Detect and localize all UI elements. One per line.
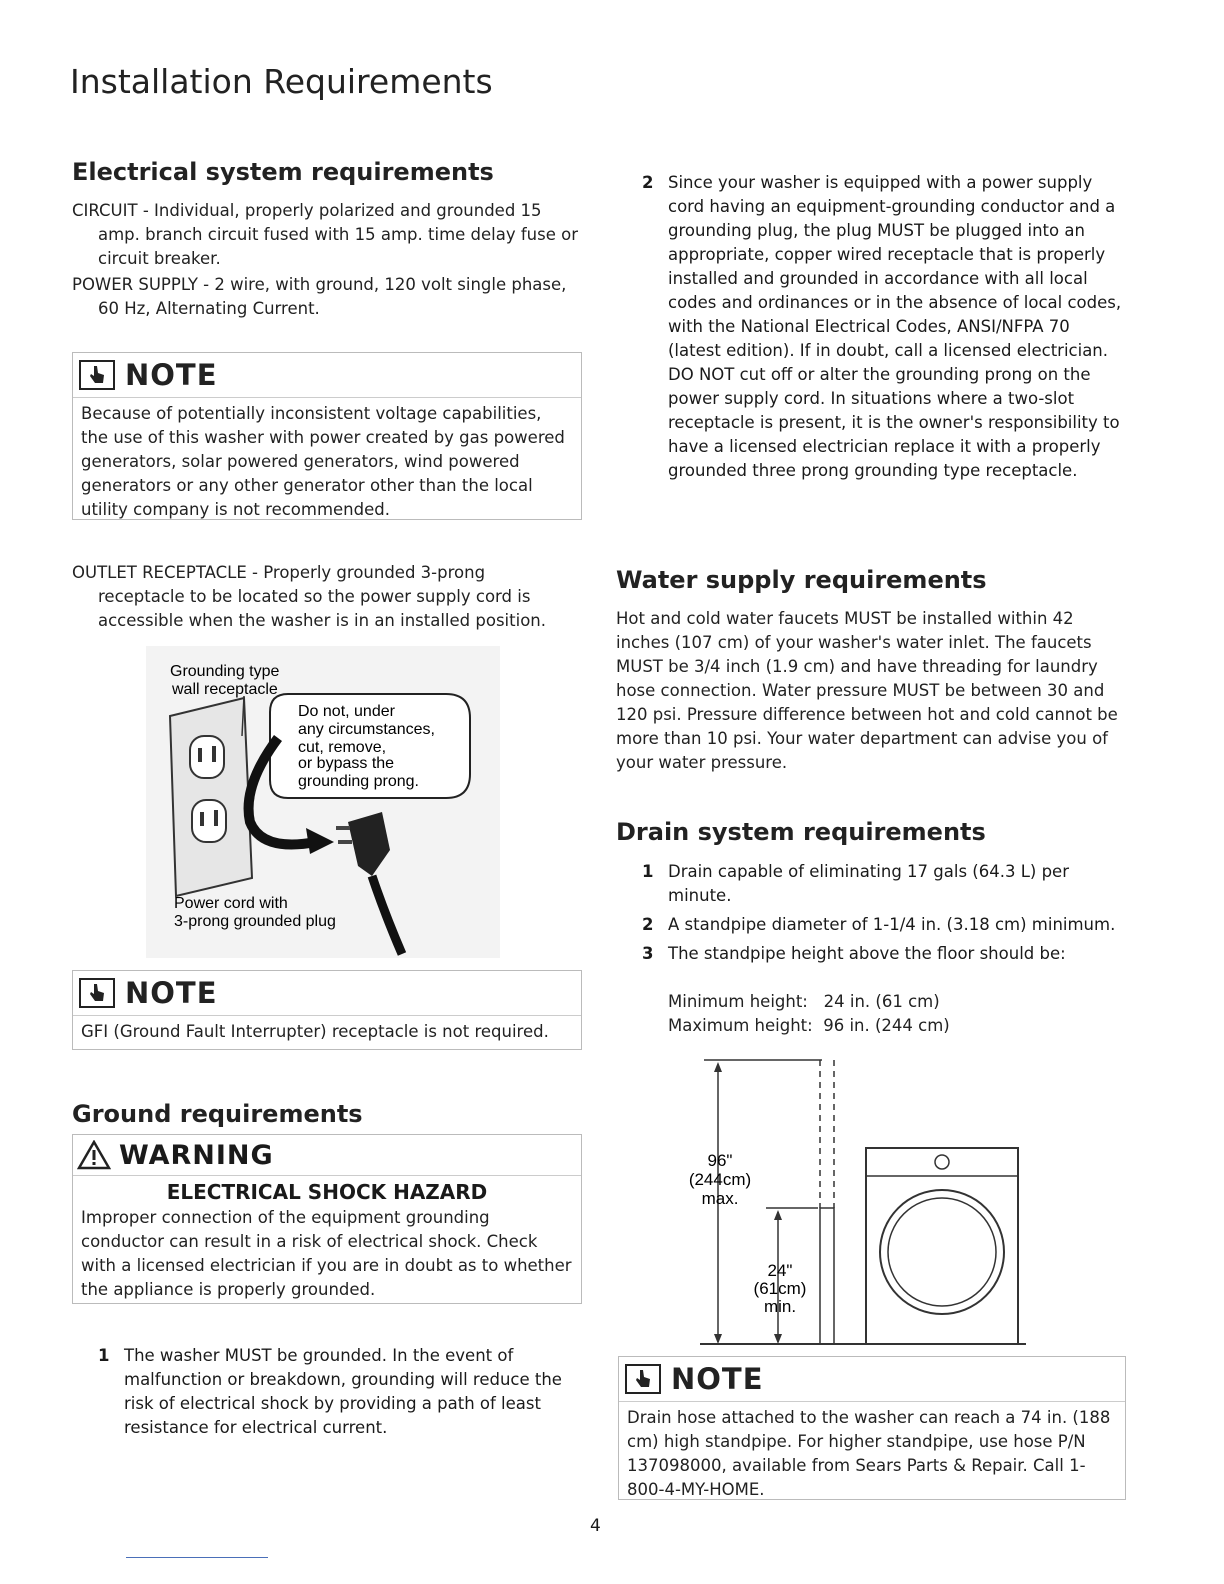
lower-outlet xyxy=(192,800,226,842)
electrical-heading: Electrical system requirements xyxy=(72,158,494,186)
label-receptacle-1: Grounding type xyxy=(170,663,280,680)
note-label: NOTE xyxy=(671,1362,764,1396)
note-label: NOTE xyxy=(125,358,218,392)
page-title: Installation Requirements xyxy=(70,62,493,101)
note-header xyxy=(73,353,581,398)
item-number: 2 xyxy=(642,173,654,192)
note-text: GFI (Ground Fault Interrupter) receptacle is not required. xyxy=(81,1022,549,1041)
pointing-hand-icon xyxy=(79,978,115,1008)
min-height-value: 24 in. (61 cm) xyxy=(823,992,940,1011)
min-label-3: min. xyxy=(763,1297,797,1316)
item-number: 2 xyxy=(642,915,654,934)
standpipe xyxy=(820,1208,834,1344)
power-supply-spec: POWER SUPPLY - 2 wire, with ground, 120 volt single phase, 60 Hz, Alternating Current. xyxy=(72,275,567,318)
item-text: Since your washer is equipped with a power supply cord having an equipment-grounding conductor and a grounding plug, the plug MUST be plugged into an appropriate, copper wired receptacle that is properly installed and grounded in accordance with all local codes and ordinances or in the absence of local codes, with the National Electrical Codes, ANSI/NFPA 70 (latest edition). If in doubt, call a licensed electrician. DO NOT cut off or alter the grounding prong on the power supply cord. In situations where a two-slot receptacle is present, it is the owner's responsibility to have a licensed electrician replace it with a properly grounded three prong grounding type receptacle. xyxy=(668,173,1122,480)
label-cord-1: Power cord with xyxy=(174,895,288,912)
ground-list xyxy=(98,1344,582,1445)
drain-heading: Drain system requirements xyxy=(616,818,986,846)
electrical-specs xyxy=(72,199,584,323)
item-number: 3 xyxy=(642,944,654,963)
note-drain-hose xyxy=(618,1356,1126,1500)
warning-text: Improper connection of the equipment grounding conductor can result in a risk of electrical shock. Check with a licensed electrician if you are in doubt as to whether the appliance is properly grounded. xyxy=(81,1208,572,1299)
circuit-spec: CIRCUIT - Individual, properly polarized and grounded 15 amp. branch circuit fused with 15 amp. time delay fuse or circuit breaker. xyxy=(72,201,579,268)
list-item xyxy=(98,1344,582,1440)
water-heading: Water supply requirements xyxy=(616,566,987,594)
list-item xyxy=(642,171,1126,483)
water-text: Hot and cold water faucets MUST be installed within 42 inches (107 cm) of your washer's water inlet. The faucets MUST be 3/4 inch (1.9 cm) and have threading for laundry hose connection. Water pressure MUST be between 30 and 120 psi. Pressure difference between hot and cold cannot be more than 10 psi. Your water department can advise you of your water pressure. xyxy=(616,609,1118,772)
note-header xyxy=(73,971,581,1016)
footer-rule xyxy=(126,1557,268,1558)
note-text: Drain hose attached to the washer can reach a 74 in. (188 cm) high standpipe. For higher standpipe, use hose P/N 137098000, available from Sears Parts & Repair. Call 1-800-4-MY-HOME. xyxy=(627,1408,1111,1499)
warning-box xyxy=(72,1134,582,1304)
upper-outlet xyxy=(190,736,224,778)
drain-list xyxy=(642,860,1126,971)
note-header xyxy=(619,1357,1125,1402)
warning-line-3: cut, remove, xyxy=(298,739,387,756)
note-label: NOTE xyxy=(125,976,218,1010)
list-item xyxy=(642,860,1126,908)
max-label-1: 96" xyxy=(707,1151,733,1170)
min-label-1: 24" xyxy=(767,1261,793,1280)
min-label-2: (61cm) xyxy=(753,1279,807,1298)
min-height-label: Minimum height: xyxy=(668,992,808,1011)
label-receptacle-2: wall receptacle xyxy=(172,681,278,698)
outlet-text: OUTLET RECEPTACLE - Properly grounded 3-prong receptacle to be located so the power supply cord is accessible when the washer is in an installed position. xyxy=(72,563,546,630)
outlet-illustration xyxy=(146,646,500,958)
warning-line-5: grounding prong. xyxy=(298,773,419,790)
height-table xyxy=(668,990,1108,1038)
item-number: 1 xyxy=(98,1346,110,1365)
max-height-value: 96 in. (244 cm) xyxy=(823,1016,950,1035)
item-text: A standpipe diameter of 1-1/4 in. (3.18 cm) minimum. xyxy=(668,915,1116,934)
item-text: The standpipe height above the floor should be: xyxy=(668,944,1066,963)
note-gfi xyxy=(72,970,582,1050)
warning-line-1: Do not, under xyxy=(298,703,395,720)
electrical-list xyxy=(642,171,1126,488)
wall-plate xyxy=(170,698,252,896)
max-label-2: (244cm) xyxy=(688,1170,752,1189)
standpipe-illustration xyxy=(680,1058,1026,1348)
warning-label: WARNING xyxy=(119,1139,274,1171)
item-text: The washer MUST be grounded. In the event of malfunction or breakdown, grounding will reduce the risk of electrical shock by providing a path of least resistance for electrical current. xyxy=(124,1346,562,1437)
max-height-label: Maximum height: xyxy=(668,1016,813,1035)
ground-heading: Ground requirements xyxy=(72,1100,363,1128)
warning-line-4: or bypass the xyxy=(298,755,395,772)
note-text: Because of potentially inconsistent voltage capabilities, the use of this washer with power created by gas powered generators, solar powered generators, wind powered generators or any other generator other than the local utility company is not recommended. xyxy=(81,404,565,519)
warning-header xyxy=(73,1135,581,1176)
warning-line-2: any circumstances, xyxy=(298,721,435,738)
list-item xyxy=(642,913,1126,937)
note-generators xyxy=(72,352,582,520)
page-number: 4 xyxy=(590,1516,601,1536)
item-number: 1 xyxy=(642,862,654,881)
pointing-hand-icon xyxy=(625,1364,661,1394)
hazard-title: ELECTRICAL SHOCK HAZARD xyxy=(166,1180,488,1204)
item-text: Drain capable of eliminating 17 gals (64.3 L) per minute. xyxy=(668,862,1069,905)
list-item xyxy=(642,942,1126,966)
pointing-hand-icon xyxy=(79,360,115,390)
max-label-3: max. xyxy=(701,1189,739,1208)
warning-triangle-icon xyxy=(77,1140,111,1170)
outlet-spec xyxy=(72,561,572,635)
label-cord-2: 3-prong grounded plug xyxy=(174,913,336,930)
